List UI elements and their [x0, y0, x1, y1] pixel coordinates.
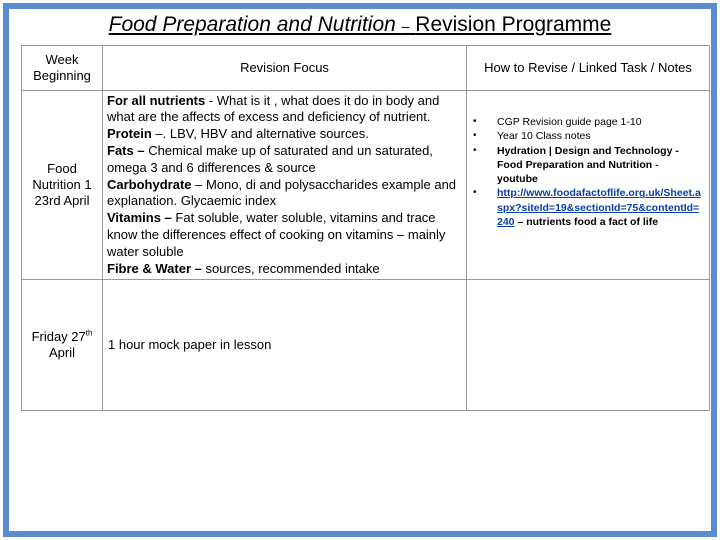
revision-table [21, 45, 710, 411]
focus-cell: 1 hour mock paper in lesson [103, 280, 467, 411]
title-part-2: Revision Programme [415, 13, 612, 36]
week-line: April [48, 345, 75, 360]
week-cell [22, 280, 103, 411]
focus-item-carbohydrate: Carbohydrate – Mono, di and polysaccharides example and explanation. Glycaemic index [107, 176, 457, 209]
week-date: 23rd April [34, 193, 90, 208]
bullet-icon: • [473, 187, 477, 199]
tasks-cell [467, 280, 710, 411]
list-item: • Year 10 Class notes [473, 130, 591, 143]
table-header-row [22, 46, 710, 91]
page-title [0, 12, 720, 39]
week-line: Friday 27th [31, 328, 93, 344]
tasks-cell [467, 91, 710, 280]
focus-cell [103, 91, 467, 280]
header-revision-focus: Revision Focus [103, 46, 467, 91]
focus-item-vitamins: Vitamins – Fat soluble, water soluble, vitamins and trace know the differences effect of cooking on vitamins – mainly water soluble [107, 210, 446, 259]
list-item: • Hydration | Design and Technology - Food Preparation and Nutrition - youtube [473, 144, 679, 186]
list-item: • CGP Revision guide page 1-10 [473, 116, 642, 128]
bullet-icon: • [473, 130, 477, 142]
table-row [22, 91, 710, 280]
bullet-icon: • [473, 144, 477, 156]
focus-item-fibre-water: Fibre & Water – sources, recommended intake [107, 260, 380, 276]
header-week-beginning: Week Beginning [22, 46, 103, 91]
title-part-1: Food Preparation and Nutrition [108, 13, 396, 36]
food-a-fact-of-life-link[interactable]: http://www.foodafactoflife.org.uk/Sheet.aspx?siteId=19&sectionId=75&contentId=240 [497, 187, 701, 229]
list-item: • http://www.foodafactoflife.org.uk/Sheet.aspx?siteId=19&sectionId=75&contentId=240 – nutrients food a fact of life [473, 187, 701, 229]
task-list [473, 115, 701, 229]
bullet-icon: • [473, 116, 477, 127]
focus-item-protein: Protein –. LBV, HBV and alternative sources. [107, 126, 369, 142]
table-row [22, 280, 710, 411]
focus-item-all-nutrients: For all nutrients - What is it , what does it do in body and what are the affects of excess and deficiency of nutrient. [107, 92, 440, 125]
week-line: Food [47, 161, 77, 176]
title-separator: – [401, 18, 410, 34]
week-cell [22, 91, 103, 280]
header-how-to-revise: How to Revise / Linked Task / Notes [467, 46, 710, 91]
focus-item-fats: Fats – Chemical make up of saturated and un saturated, omega 3 and 6 differences & source [107, 143, 433, 175]
week-line: Nutrition 1 [32, 177, 92, 192]
